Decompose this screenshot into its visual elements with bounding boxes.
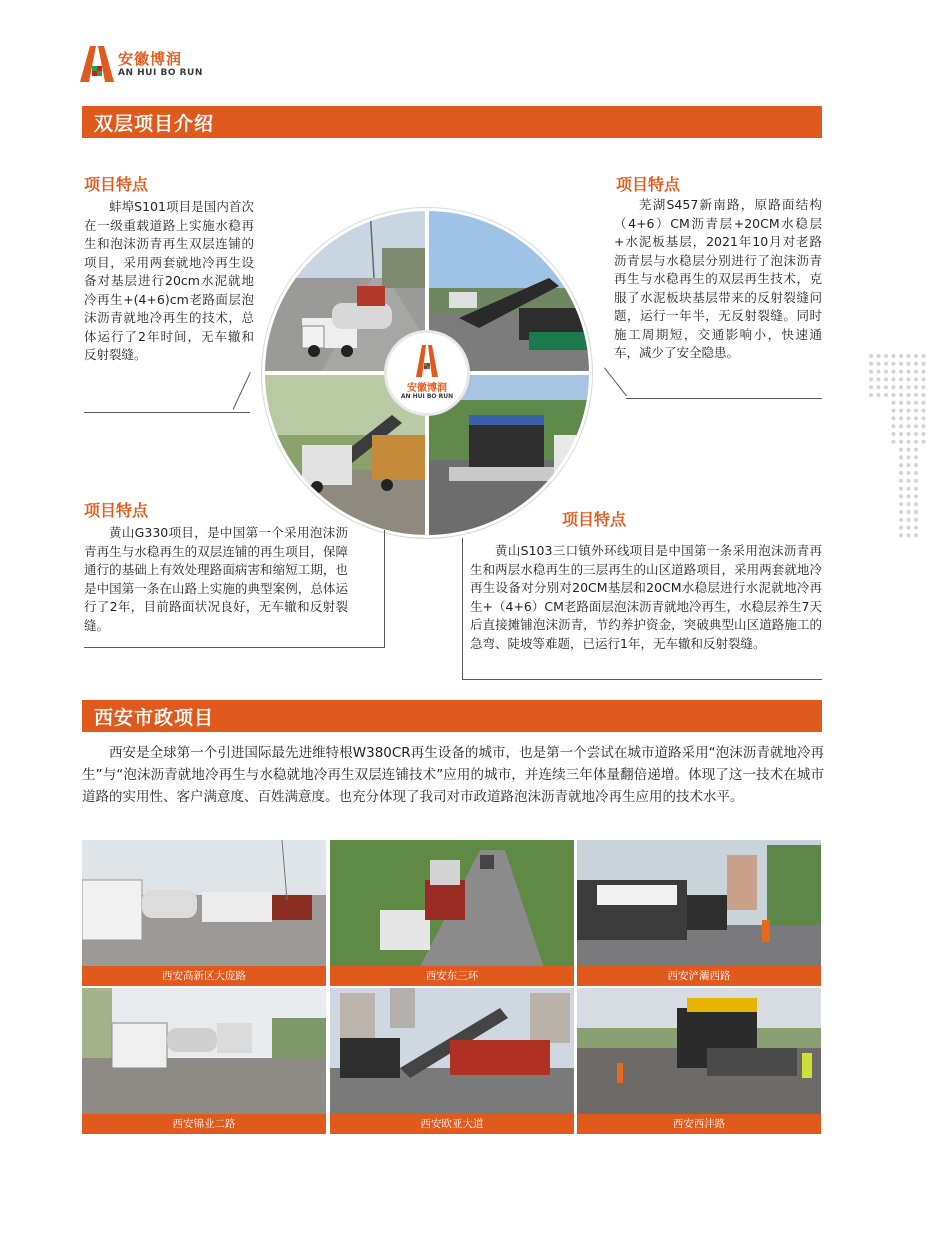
gallery-photo xyxy=(82,988,326,1134)
connector-line xyxy=(84,647,384,648)
brand-name-en: AN HUI BO RUN xyxy=(118,68,203,78)
feature-title-wuhu: 项目特点 xyxy=(616,175,681,194)
section-title: 双层项目介绍 xyxy=(94,113,215,135)
collage-brand-cn: 安徽博润 xyxy=(407,383,447,394)
gallery-caption: 西安高新区大庞路 xyxy=(82,966,326,986)
gallery-photo xyxy=(330,988,574,1134)
connector-line xyxy=(462,679,822,680)
gallery-photo xyxy=(330,840,574,986)
feature-text-wuhu: 芜湖S457新南路，原路面结构（4+6）CM沥青层+20CM水稳层+水泥板基层，2021年10月对老路沥青层与水稳层分别进行了泡沫沥青再生与水稳再生的双层再生技术，克服了水泥板块基层带来的反射裂缝问题，运行一年半，无反射裂缝。同时施工周期短，交通影响小，快速通车，减少了安全隐患。 xyxy=(614,197,822,360)
gallery-photo xyxy=(82,840,326,986)
collage-center-logo xyxy=(387,333,467,413)
xian-intro-paragraph: 西安是全球第一个引进国际最先进维特根W380CR再生设备的城市，也是第一个尝试在城市道路采用“泡沫沥青就地冷再生”与“泡沫沥青就地冷再生与水稳就地冷再生双层连铺技术”应用的城市，并连续三年体量翻倍递增。体现了这一技术在城市道路的实用性、客户满意度、百姓满意度。也充分体现了我司对市政道路泡沫沥青就地冷再生应用的技术水平。 xyxy=(82,745,824,805)
connector-line xyxy=(384,530,385,648)
feature-title-huangshan-g330: 项目特点 xyxy=(84,501,149,520)
gallery-photo xyxy=(577,988,821,1134)
gallery-caption: 西安东三环 xyxy=(330,966,574,986)
feature-text-huangshan-s103: 黄山S103三口镇外环线项目是中国第一条采用泡沫沥青再生和两层水稳再生的三层再生的山区道路项目，采用两套就地冷再生设备对分别对20CM基层和20CM水稳层进行水泥就地冷再生+（4+6）CM老路面层泡沫沥青就地冷再生，水稳层养生7天后直接摊铺泡沫沥青，节约养护资金，突破典型山区道路施工的急弯、陡坡等难题，已运行1年，无车辙和反射裂缝。 xyxy=(470,543,822,651)
brand-logo-icon xyxy=(80,46,114,82)
gallery-photo xyxy=(577,840,821,986)
brand-name-cn: 安徽博润 xyxy=(118,50,183,68)
section-bar-xian xyxy=(82,700,822,732)
brand-logo-icon xyxy=(416,345,438,377)
connector-line xyxy=(84,412,250,413)
feature-text-bengbu: 蚌埠S101项目是国内首次在一级重载道路上实施水稳再生和泡沫沥青再生双层连铺的项目，采用两套就地冷再生设备对基层进行20cm水泥就地冷再生+(4+6)cm老路面层泡沫沥青就地冷再生的技术，总体运行了2年时间，无车辙和反射裂缝。 xyxy=(84,199,254,362)
section-title: 西安市政项目 xyxy=(94,707,215,729)
decorative-dot-pattern xyxy=(852,352,929,542)
connector-line xyxy=(604,367,627,396)
gallery-caption: 西安浐灞西路 xyxy=(577,966,821,986)
gallery-caption: 西安西沣路 xyxy=(577,1114,821,1134)
section-bar-double-layer xyxy=(82,106,822,138)
collage-brand-en: AN HUI BO RUN xyxy=(400,393,454,400)
feature-text-huangshan-g330: 黄山G330项目，是中国第一个采用泡沫沥青再生与水稳再生的双层连铺的再生项目，保障通行的基础上有效处理路面病害和缩短工期，也是中国第一条在山路上实施的典型案例，总体运行了2年，目前路面状况良好，无车辙和反射裂缝。 xyxy=(84,525,348,633)
feature-title-bengbu: 项目特点 xyxy=(84,175,149,194)
brand-logo xyxy=(80,44,210,84)
connector-line xyxy=(462,538,463,680)
feature-title-huangshan-s103: 项目特点 xyxy=(562,510,627,529)
connector-line xyxy=(233,372,251,410)
connector-line xyxy=(626,398,822,399)
gallery-caption: 西安锦业二路 xyxy=(82,1114,326,1134)
gallery-caption: 西安欧亚大道 xyxy=(330,1114,574,1134)
